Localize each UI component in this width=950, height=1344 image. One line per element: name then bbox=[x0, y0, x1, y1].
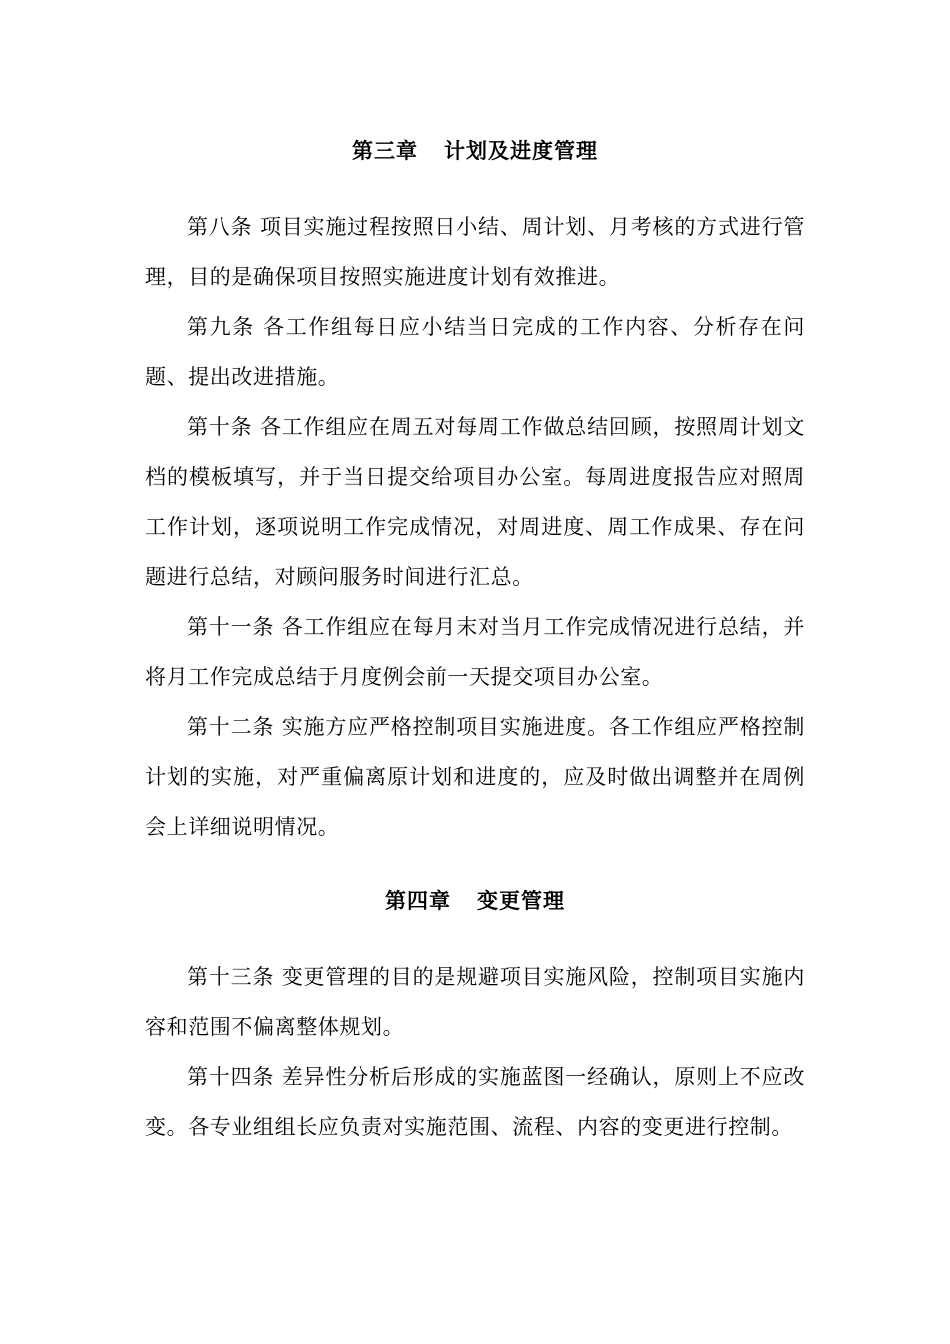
chapter-3-title: 计划及进度管理 bbox=[444, 138, 598, 163]
chapter-3-number: 第三章 bbox=[352, 138, 418, 163]
article-14 bbox=[145, 1052, 805, 1152]
article-10-text: 各工作组应在周五对每周工作做总结回顾，按照周计划文档的模板填写，并于当日提交给项目办公室。每周进度报告应对照周工作计划，逐项说明工作完成情况，对周进度、周工作成果、存在问题进行总结，对顾问服务时间进行汇总。 bbox=[145, 415, 805, 589]
chapter-3-heading bbox=[0, 136, 950, 166]
chapter-4-number: 第四章 bbox=[385, 888, 451, 913]
article-11-text: 各工作组应在每月末对当月工作完成情况进行总结，并将月工作完成总结于月度例会前一天提交项目办公室。 bbox=[145, 615, 805, 689]
article-13 bbox=[145, 952, 805, 1052]
article-12-label: 第十二条 bbox=[187, 715, 275, 739]
chapter-4-heading bbox=[0, 886, 950, 916]
article-13-label: 第十三条 bbox=[187, 965, 275, 989]
article-8-label: 第八条 bbox=[187, 215, 253, 239]
chapter-4-title: 变更管理 bbox=[477, 888, 565, 913]
article-11 bbox=[145, 602, 805, 702]
article-14-text: 差异性分析后形成的实施蓝图一经确认，原则上不应改变。各专业组组长应负责对实施范围、流程、内容的变更进行控制。 bbox=[145, 1065, 805, 1139]
article-10-label: 第十条 bbox=[187, 415, 253, 439]
article-11-label: 第十一条 bbox=[187, 615, 275, 639]
article-9-label: 第九条 bbox=[187, 315, 255, 339]
article-13-text: 变更管理的目的是规避项目实施风险，控制项目实施内容和范围不偏离整体规划。 bbox=[145, 965, 805, 1039]
article-10 bbox=[145, 402, 805, 602]
article-8 bbox=[145, 202, 805, 302]
article-12 bbox=[145, 702, 805, 852]
article-12-text: 实施方应严格控制项目实施进度。各工作组应严格控制计划的实施，对严重偏离原计划和进度的，应及时做出调整并在周例会上详细说明情况。 bbox=[145, 715, 805, 839]
article-9 bbox=[145, 302, 805, 402]
article-9-text: 各工作组每日应小结当日完成的工作内容、分析存在问题、提出改进措施。 bbox=[145, 315, 805, 389]
article-8-text: 项目实施过程按照日小结、周计划、月考核的方式进行管理，目的是确保项目按照实施进度计划有效推进。 bbox=[145, 215, 805, 289]
article-14-label: 第十四条 bbox=[187, 1065, 275, 1089]
